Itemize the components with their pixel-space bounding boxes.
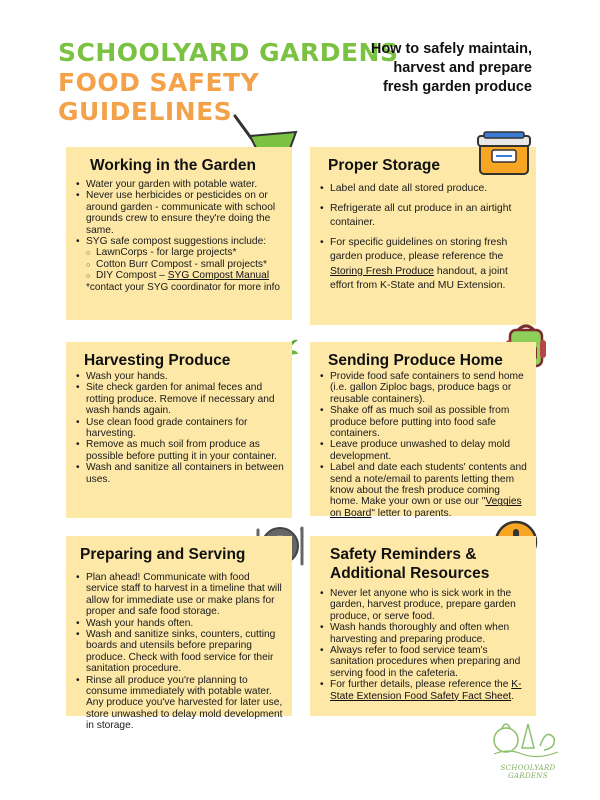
heading-sending: Sending Produce Home — [328, 352, 503, 369]
compost-manual-link[interactable]: SYG Compost Manual — [167, 270, 270, 282]
list-item: • Wash and sanitize sinks, counters, cutting boards and utensils before preparing produce. Check with food service for their sanitation procedure. — [74, 629, 284, 675]
heading-harvesting: Harvesting Produce — [84, 352, 231, 369]
list-item: • Refrigerate all cut produce in an airtight container. — [318, 202, 526, 231]
heading-storage: Proper Storage — [328, 157, 440, 174]
heading-working: Working in the Garden — [90, 157, 256, 174]
veggies-on-board-link[interactable]: Veggies on Board — [330, 496, 522, 519]
card-working-in-garden — [66, 147, 292, 320]
subtitle: How to safely maintain, harvest and prepare fresh garden produce — [370, 41, 532, 95]
coordinator-note: *contact your SYG coordinator for more info — [86, 281, 280, 293]
list-item: • Shake off as much soil as possible from produce before putting into food safe containers. — [318, 405, 528, 439]
list-item-text: . — [511, 690, 515, 702]
safety-list — [318, 588, 528, 702]
list-item: • Label and date all stored produce. — [318, 182, 526, 197]
compost-sublist — [84, 247, 284, 281]
list-item: ○ LawnCorps - for large projects* — [84, 247, 284, 258]
list-item — [84, 270, 284, 281]
heading-safety-line-1: Safety Reminders & — [330, 546, 477, 563]
list-item-text: handout, a joint effort from K-State and MU Extension. — [330, 265, 508, 291]
list-item — [318, 236, 526, 294]
food-safety-fact-sheet-link[interactable]: K-State Extension Food Safety Fact Sheet — [330, 679, 522, 702]
list-item-text: For specific guidelines on storing fresh garden produce, please reference the — [330, 236, 508, 262]
title-line-2: FOOD SAFETY — [58, 68, 260, 97]
list-item-text: " letter to parents. — [371, 507, 452, 519]
list-item-text: For further details, please reference the — [330, 679, 512, 691]
list-item — [318, 679, 528, 702]
title-line-1: SCHOOLYARD GARDENS — [58, 38, 399, 67]
heading-preparing: Preparing and Serving — [80, 546, 246, 563]
list-item-text: DIY Compost – — [96, 270, 168, 282]
list-item: • Use clean food grade containers for harvesting. — [74, 417, 284, 440]
list-item: • Rinse all produce you're planning to consume immediately with potable water. Any produce you've harvested for later use, store unwashed to delay mold development in storage. — [74, 675, 284, 732]
storing-fresh-produce-link[interactable]: Storing Fresh Produce — [330, 265, 434, 277]
title-line-3: GUIDELINES — [58, 97, 233, 126]
list-item: • Wash and sanitize all containers in between uses. — [74, 462, 284, 485]
list-item: • Site check garden for animal feces and rotting produce. Remove if necessary and wash hands again. — [74, 382, 284, 416]
list-item: • Water your garden with potable water. — [74, 179, 284, 190]
card-harvesting — [66, 342, 292, 518]
sending-list — [318, 371, 528, 519]
list-item — [318, 462, 528, 519]
card-preparing-serving — [66, 536, 292, 732]
list-item: • Always refer to food service team's sanitation procedures when preparing and serving food in the cafeteria. — [318, 645, 528, 679]
list-item: • Plan ahead! Communicate with food service staff to harvest in a timeline that will allow for immediate use or make plans for proper and safe food storage. — [74, 572, 284, 618]
storage-container-icon — [476, 128, 532, 180]
storage-list — [318, 182, 526, 294]
footer-logo-text: SCHOOLYARD GARDENS — [500, 764, 556, 780]
list-item: • Wash your hands. — [74, 371, 284, 382]
list-item: • Leave produce unwashed to delay mold development. — [318, 439, 528, 462]
list-item: • Never use herbicides or pesticides on or around garden - communicate with school grounds crew to ensure they're doing the same. — [74, 190, 284, 236]
list-item-text: Label and date each students' contents and send a note/email to parents letting them know about the fresh produce coming home. Make your own or use our " — [330, 462, 527, 508]
list-item: • SYG safe compost suggestions include: — [74, 236, 284, 247]
list-item: • Wash hands thoroughly and often when harvesting and preparing produce. — [318, 622, 528, 645]
list-item: • Remove as much soil from produce as possible before putting it in your container. — [74, 439, 284, 462]
heading-safety-line-2: Additional Resources — [330, 565, 490, 582]
list-item: • Never let anyone who is sick work in the garden, harvest produce, prepare garden produce, or serve food. — [318, 588, 528, 622]
list-item: • Wash your hands often. — [74, 618, 284, 629]
working-list — [74, 179, 284, 247]
harvesting-list — [74, 371, 284, 485]
card-sending-home — [310, 342, 536, 519]
card-safety-reminders — [310, 536, 536, 716]
preparing-list — [74, 572, 284, 732]
list-item: • Provide food safe containers to send home (i.e. gallon Ziploc bags, produce bags or reusable containers). — [318, 371, 528, 405]
list-item: ○ Cotton Burr Compost - small projects* — [84, 259, 284, 270]
